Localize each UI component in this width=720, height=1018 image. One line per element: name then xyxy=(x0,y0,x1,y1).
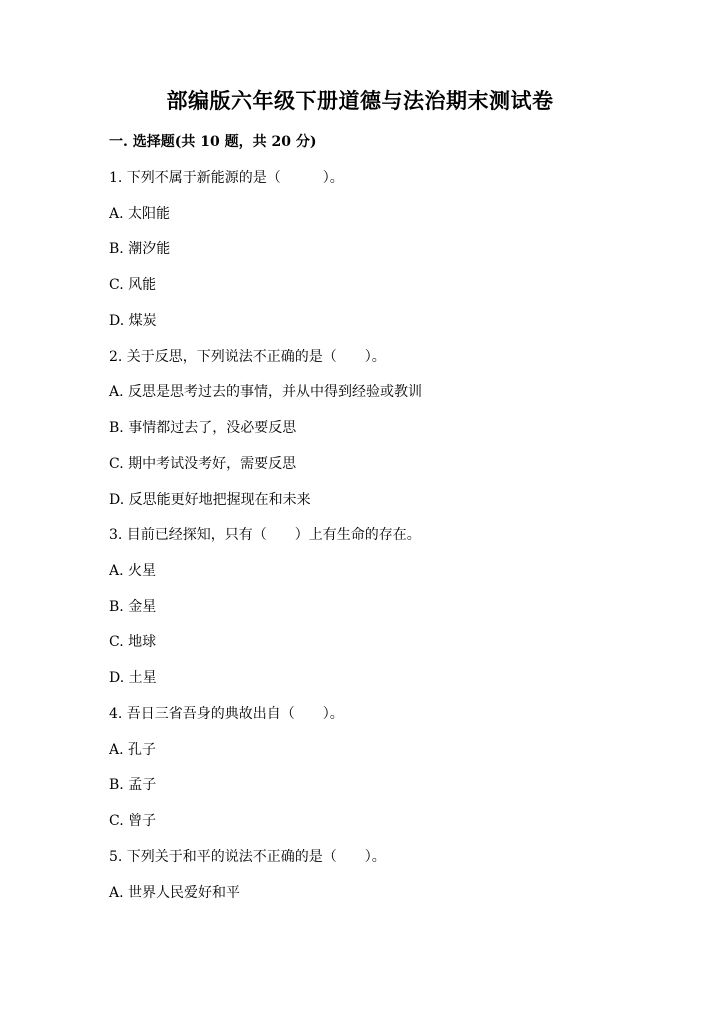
question-3-option-c: C. 地球 xyxy=(109,634,157,650)
section-heading: 一. 选择题(共 10 题，共 20 分) xyxy=(109,134,317,150)
question-2-option-c: C. 期中考试没考好，需要反思 xyxy=(109,456,297,472)
question-2-option-b: B. 事情都过去了，没必要反思 xyxy=(109,420,297,436)
question-3-option-a: A. 火星 xyxy=(109,563,157,579)
question-4-option-b: B. 孟子 xyxy=(109,777,157,793)
question-1: 1. 下列不属于新能源的是（ ）。 xyxy=(109,170,344,186)
question-2: 2. 关于反思，下列说法不正确的是（ ）。 xyxy=(109,349,386,365)
question-3-option-d: D. 土星 xyxy=(109,670,157,686)
question-3-option-b: B. 金星 xyxy=(109,599,157,615)
document-title: 部编版六年级下册道德与法治期末测试卷 xyxy=(166,88,554,113)
question-1-option-a: A. 太阳能 xyxy=(109,206,171,222)
question-5: 5. 下列关于和平的说法不正确的是（ ）。 xyxy=(109,849,386,865)
question-5-option-a: A. 世界人民爱好和平 xyxy=(109,885,241,901)
question-1-option-b: B. 潮汐能 xyxy=(109,241,171,257)
question-4-option-c: C. 曾子 xyxy=(109,813,157,829)
question-3: 3. 目前已经探知，只有（ ）上有生命的存在。 xyxy=(109,527,421,543)
question-2-option-a: A. 反思是思考过去的事情，并从中得到经验或教训 xyxy=(109,384,423,400)
question-2-option-d: D. 反思能更好地把握现在和未来 xyxy=(109,492,311,508)
question-4-option-a: A. 孔子 xyxy=(109,742,157,758)
question-1-option-d: D. 煤炭 xyxy=(109,313,157,329)
question-1-option-c: C. 风能 xyxy=(109,277,157,293)
question-4: 4. 吾日三省吾身的典故出自（ ）。 xyxy=(109,706,344,722)
